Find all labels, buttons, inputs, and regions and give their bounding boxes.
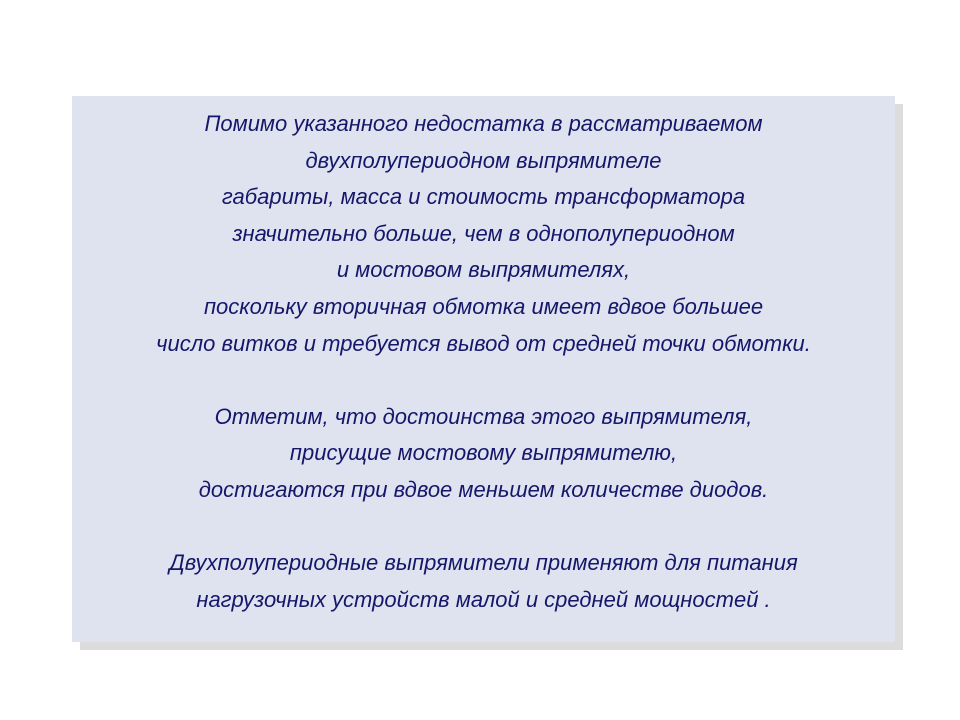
text-line: Помимо указанного недостатка в рассматриваемом (204, 111, 763, 136)
text-line: нагрузочных устройств малой и средней мощностей . (196, 586, 771, 612)
text-line: двухполупериодном выпрямителе (305, 147, 662, 173)
paragraph-gap (72, 509, 895, 546)
text-line: Отметим, что достоинства этого выпрямителя, (214, 403, 753, 429)
text-line: поскольку вторичная обмотка имеет вдвое большее (203, 293, 764, 319)
paragraph-gap (72, 362, 895, 399)
text-line: присущие мостовому выпрямителю, (289, 440, 678, 466)
text-box (72, 96, 895, 642)
text-line: габариты, масса и стоимость трансформатора (221, 184, 746, 210)
text-line: Двухполупериодные выпрямители применяют для питания (169, 550, 798, 576)
text-line: и мостовом выпрямителях, (336, 257, 631, 283)
paragraph-2 (72, 399, 895, 509)
paragraph-1 (72, 106, 895, 362)
text-line: число витков и требуется вывод от средней точки обмотки. (156, 330, 811, 356)
text-line: значительно больше, чем в однополупериодном (232, 220, 735, 246)
paragraph-3 (72, 545, 895, 618)
text-line: достигаются при вдвое меньшем количестве диодов. (198, 476, 769, 502)
